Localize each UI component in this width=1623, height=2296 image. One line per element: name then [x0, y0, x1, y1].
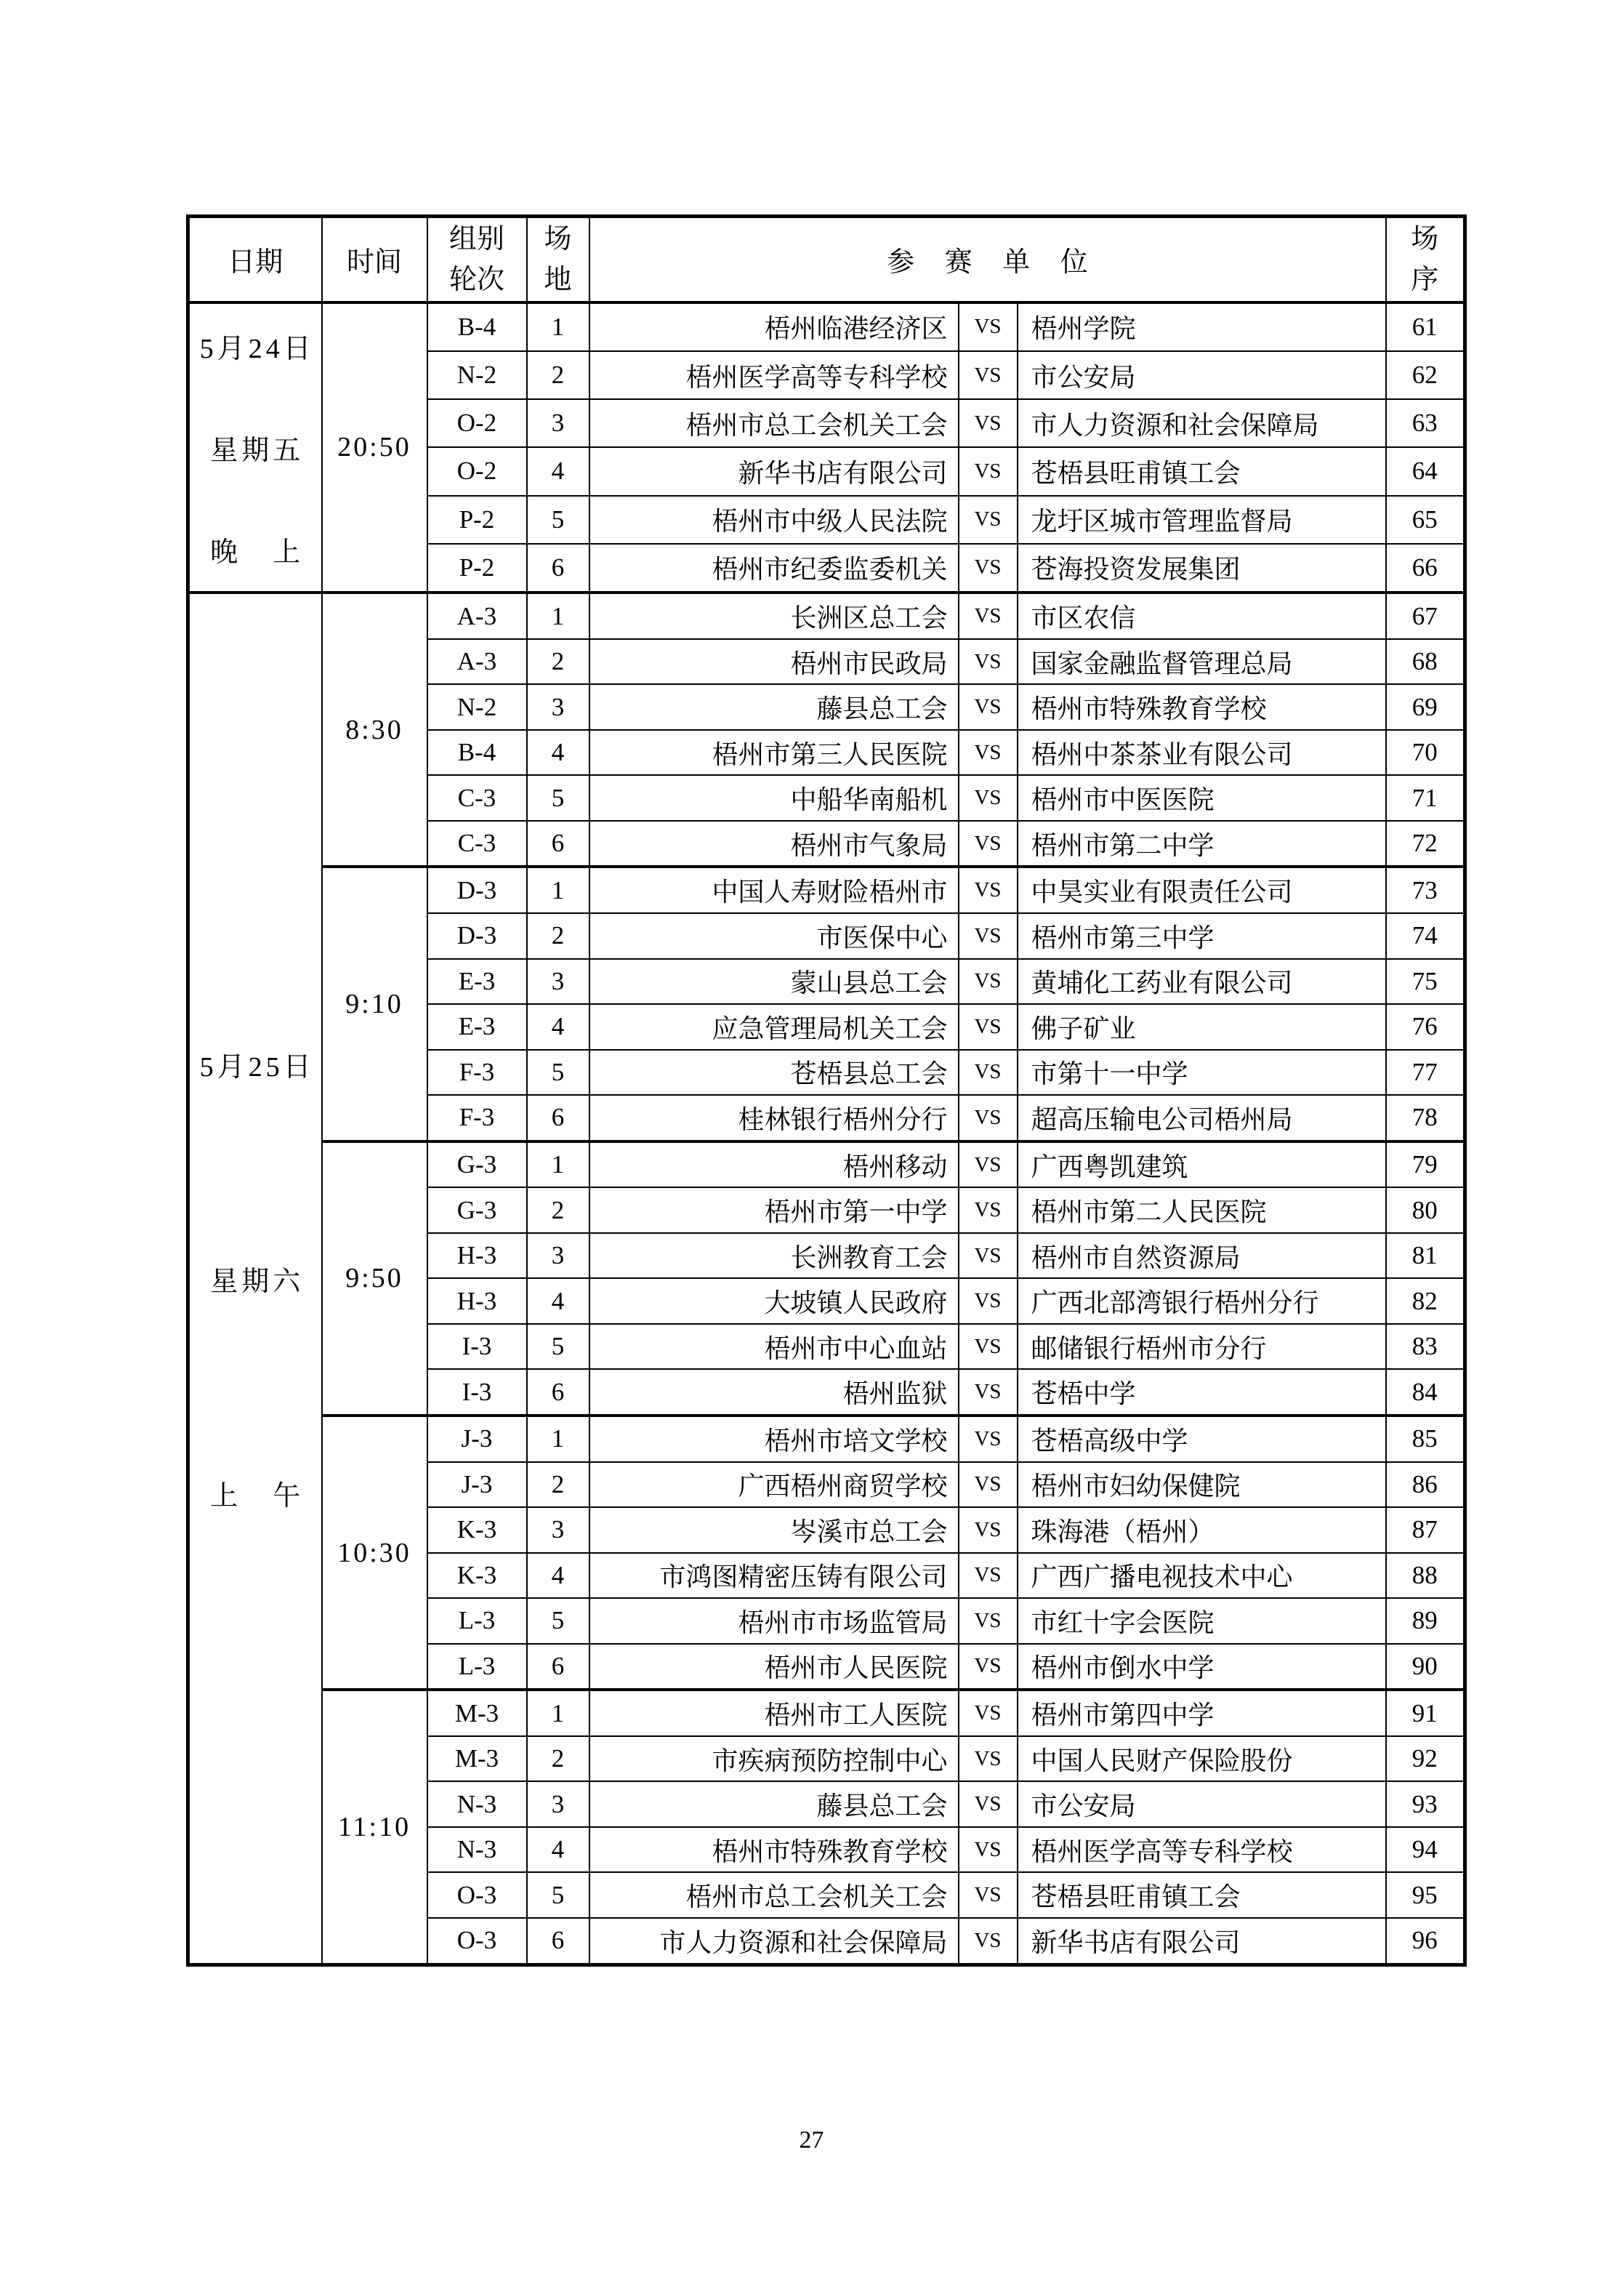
away-team-cell: 梧州市第二中学 [1018, 821, 1386, 867]
table-row [188, 1416, 1465, 1462]
home-team-cell: 梧州医学高等专科学校 [589, 351, 959, 399]
home-team-cell: 梧州市人民医院 [589, 1644, 959, 1690]
header-group-line1: 组别 [448, 223, 504, 254]
seq-cell: 67 [1386, 593, 1465, 639]
seq-cell: 65 [1386, 496, 1465, 544]
group-cell: D-3 [427, 913, 527, 958]
home-team-cell: 中船华南船机 [589, 775, 959, 820]
seq-cell: 86 [1386, 1462, 1465, 1507]
vs-label: VS [959, 959, 1018, 1004]
court-cell: 2 [527, 351, 589, 399]
home-team-cell: 市鸿图精密压铸有限公司 [589, 1553, 959, 1598]
seq-cell: 69 [1386, 684, 1465, 729]
home-team-cell: 广西梧州商贸学校 [589, 1462, 959, 1507]
court-cell: 6 [527, 1918, 589, 1965]
court-cell: 4 [527, 1004, 589, 1049]
group-cell: L-3 [427, 1644, 527, 1690]
away-team-cell: 梧州学院 [1018, 302, 1386, 351]
away-team-cell: 梧州市第三中学 [1018, 913, 1386, 958]
home-team-cell: 梧州市总工会机关工会 [589, 1872, 959, 1917]
group-cell: F-3 [427, 1050, 527, 1095]
group-cell: C-3 [427, 775, 527, 820]
seq-cell: 64 [1386, 447, 1465, 495]
seq-cell: 62 [1386, 351, 1465, 399]
weekday-line: 星期五 [210, 435, 305, 466]
weekday-line: 星期六 [210, 1267, 305, 1298]
seq-cell: 96 [1386, 1918, 1465, 1965]
court-cell: 3 [527, 1781, 589, 1826]
home-team-cell: 梧州市特殊教育学校 [589, 1827, 959, 1872]
group-cell: B-4 [427, 302, 527, 351]
time-cell: 9:50 [322, 1141, 427, 1416]
group-cell: K-3 [427, 1507, 527, 1552]
home-team-cell: 桂林银行梧州分行 [589, 1095, 959, 1141]
home-team-cell: 梧州市市场监管局 [589, 1598, 959, 1643]
header-date: 日期 [188, 217, 322, 302]
vs-label: VS [959, 1050, 1018, 1095]
group-cell: C-3 [427, 821, 527, 867]
court-cell: 5 [527, 1050, 589, 1095]
vs-label: VS [959, 1278, 1018, 1323]
away-team-cell: 市区农信 [1018, 593, 1386, 639]
seq-cell: 89 [1386, 1598, 1465, 1643]
header-seq-line2: 序 [1411, 264, 1439, 295]
vs-label: VS [959, 775, 1018, 820]
home-team-cell: 中国人寿财险梧州市 [589, 867, 959, 913]
table-row [188, 1690, 1465, 1736]
court-cell: 2 [527, 913, 589, 958]
seq-cell: 90 [1386, 1644, 1465, 1690]
seq-cell: 63 [1386, 399, 1465, 447]
group-cell: J-3 [427, 1462, 527, 1507]
away-team-cell: 梧州医学高等专科学校 [1018, 1827, 1386, 1872]
group-cell: O-3 [427, 1918, 527, 1965]
vs-label: VS [959, 1416, 1018, 1462]
seq-cell: 77 [1386, 1050, 1465, 1095]
away-team-cell: 苍海投资发展集团 [1018, 544, 1386, 593]
seq-cell: 92 [1386, 1736, 1465, 1781]
vs-label: VS [959, 1781, 1018, 1826]
court-cell: 6 [527, 1369, 589, 1416]
away-team-cell: 梧州市自然资源局 [1018, 1233, 1386, 1278]
date-line: 5月25日 [199, 1052, 315, 1083]
group-cell: O-3 [427, 1872, 527, 1917]
home-team-cell: 应急管理局机关工会 [589, 1004, 959, 1049]
vs-label: VS [959, 1918, 1018, 1965]
court-cell: 5 [527, 1598, 589, 1643]
seq-cell: 75 [1386, 959, 1465, 1004]
group-cell: J-3 [427, 1416, 527, 1462]
group-cell: N-3 [427, 1781, 527, 1826]
court-cell: 6 [527, 821, 589, 867]
vs-label: VS [959, 1324, 1018, 1369]
court-cell: 2 [527, 1462, 589, 1507]
away-team-cell: 市公安局 [1018, 1781, 1386, 1826]
seq-cell: 85 [1386, 1416, 1465, 1462]
vs-label: VS [959, 496, 1018, 544]
seq-cell: 93 [1386, 1781, 1465, 1826]
seq-cell: 71 [1386, 775, 1465, 820]
header-court [527, 217, 589, 302]
time-cell: 20:50 [322, 302, 427, 593]
vs-label: VS [959, 639, 1018, 684]
group-cell: E-3 [427, 1004, 527, 1049]
table-row [188, 302, 1465, 351]
vs-label: VS [959, 1690, 1018, 1736]
group-cell: E-3 [427, 959, 527, 1004]
court-cell: 2 [527, 1736, 589, 1781]
away-team-cell: 苍梧高级中学 [1018, 1416, 1386, 1462]
seq-cell: 70 [1386, 730, 1465, 775]
group-cell: F-3 [427, 1095, 527, 1141]
home-team-cell: 蒙山县总工会 [589, 959, 959, 1004]
court-cell: 1 [527, 867, 589, 913]
home-team-cell: 梧州市中级人民法院 [589, 496, 959, 544]
date-cell [188, 302, 322, 593]
court-cell: 1 [527, 302, 589, 351]
group-cell: G-3 [427, 1187, 527, 1232]
vs-label: VS [959, 867, 1018, 913]
seq-cell: 91 [1386, 1690, 1465, 1736]
court-cell: 3 [527, 399, 589, 447]
home-team-cell: 梧州市中心血站 [589, 1324, 959, 1369]
away-team-cell: 梧州市特殊教育学校 [1018, 684, 1386, 729]
time-cell: 8:30 [322, 593, 427, 867]
home-team-cell: 藤县总工会 [589, 1781, 959, 1826]
away-team-cell: 黄埔化工药业有限公司 [1018, 959, 1386, 1004]
home-team-cell: 梧州市民政局 [589, 639, 959, 684]
home-team-cell: 藤县总工会 [589, 684, 959, 729]
page-number: 27 [799, 2127, 824, 2153]
vs-label: VS [959, 399, 1018, 447]
away-team-cell: 市公安局 [1018, 351, 1386, 399]
group-cell: L-3 [427, 1598, 527, 1643]
seq-cell: 78 [1386, 1095, 1465, 1141]
group-cell: D-3 [427, 867, 527, 913]
court-cell: 5 [527, 496, 589, 544]
group-cell: I-3 [427, 1324, 527, 1369]
group-cell: M-3 [427, 1690, 527, 1736]
home-team-cell: 长洲区总工会 [589, 593, 959, 639]
group-cell: B-4 [427, 730, 527, 775]
vs-label: VS [959, 1644, 1018, 1690]
vs-label: VS [959, 1553, 1018, 1598]
group-cell: N-2 [427, 351, 527, 399]
home-team-cell: 长洲教育工会 [589, 1233, 959, 1278]
away-team-cell: 梧州市第二人民医院 [1018, 1187, 1386, 1232]
header-court-line2: 地 [544, 264, 572, 295]
vs-label: VS [959, 1736, 1018, 1781]
seq-cell: 87 [1386, 1507, 1465, 1552]
away-team-cell: 苍梧县旺甫镇工会 [1018, 1872, 1386, 1917]
court-cell: 2 [527, 639, 589, 684]
home-team-cell: 梧州市第一中学 [589, 1187, 959, 1232]
court-cell: 3 [527, 684, 589, 729]
vs-label: VS [959, 351, 1018, 399]
away-team-cell: 中国人民财产保险股份 [1018, 1736, 1386, 1781]
vs-label: VS [959, 730, 1018, 775]
away-team-cell: 国家金融监督管理总局 [1018, 639, 1386, 684]
seq-cell: 66 [1386, 544, 1465, 593]
court-cell: 6 [527, 1095, 589, 1141]
vs-label: VS [959, 1004, 1018, 1049]
away-team-cell: 梧州市中医医院 [1018, 775, 1386, 820]
vs-label: VS [959, 1507, 1018, 1552]
vs-label: VS [959, 821, 1018, 867]
away-team-cell: 梧州市倒水中学 [1018, 1644, 1386, 1690]
daypart-line: 晚 上 [210, 537, 305, 568]
home-team-cell: 市疾病预防控制中心 [589, 1736, 959, 1781]
away-team-cell: 新华书店有限公司 [1018, 1918, 1386, 1965]
vs-label: VS [959, 1187, 1018, 1232]
home-team-cell: 苍梧县总工会 [589, 1050, 959, 1095]
time-cell: 11:10 [322, 1690, 427, 1964]
court-cell: 5 [527, 1324, 589, 1369]
vs-label: VS [959, 544, 1018, 593]
group-cell: K-3 [427, 1553, 527, 1598]
home-team-cell: 市人力资源和社会保障局 [589, 1918, 959, 1965]
seq-cell: 88 [1386, 1553, 1465, 1598]
away-team-cell: 梧州市第四中学 [1018, 1690, 1386, 1736]
away-team-cell: 梧州中茶茶业有限公司 [1018, 730, 1386, 775]
court-cell: 4 [527, 447, 589, 495]
court-cell: 4 [527, 1553, 589, 1598]
seq-cell: 68 [1386, 639, 1465, 684]
away-team-cell: 梧州市妇幼保健院 [1018, 1462, 1386, 1507]
court-cell: 1 [527, 1690, 589, 1736]
group-cell: N-3 [427, 1827, 527, 1872]
court-cell: 2 [527, 1187, 589, 1232]
court-cell: 1 [527, 1416, 589, 1462]
home-team-cell: 市医保中心 [589, 913, 959, 958]
away-team-cell: 龙圩区城市管理监督局 [1018, 496, 1386, 544]
header-seq-line1: 场 [1411, 223, 1439, 254]
seq-cell: 76 [1386, 1004, 1465, 1049]
vs-label: VS [959, 1462, 1018, 1507]
court-cell: 4 [527, 1278, 589, 1323]
seq-cell: 73 [1386, 867, 1465, 913]
header-seq [1386, 217, 1465, 302]
vs-label: VS [959, 684, 1018, 729]
seq-cell: 94 [1386, 1827, 1465, 1872]
daypart-line: 上 午 [210, 1481, 305, 1512]
away-team-cell: 苍梧中学 [1018, 1369, 1386, 1416]
home-team-cell: 梧州市工人医院 [589, 1690, 959, 1736]
away-team-cell: 佛子矿业 [1018, 1004, 1386, 1049]
home-team-cell: 梧州监狱 [589, 1369, 959, 1416]
court-cell: 5 [527, 775, 589, 820]
home-team-cell: 梧州市纪委监委机关 [589, 544, 959, 593]
vs-label: VS [959, 447, 1018, 495]
court-cell: 6 [527, 544, 589, 593]
group-cell: I-3 [427, 1369, 527, 1416]
group-cell: H-3 [427, 1233, 527, 1278]
group-cell: A-3 [427, 593, 527, 639]
group-cell: N-2 [427, 684, 527, 729]
header-group-line2: 轮次 [448, 264, 504, 295]
home-team-cell: 梧州市第三人民医院 [589, 730, 959, 775]
table-row [188, 1141, 1465, 1188]
away-team-cell: 广西广播电视技术中心 [1018, 1553, 1386, 1598]
time-cell: 9:10 [322, 867, 427, 1141]
home-team-cell: 梧州市培文学校 [589, 1416, 959, 1462]
court-cell: 6 [527, 1644, 589, 1690]
seq-cell: 61 [1386, 302, 1465, 351]
away-team-cell: 市红十字会医院 [1018, 1598, 1386, 1643]
vs-label: VS [959, 1369, 1018, 1416]
away-team-cell: 超高压输电公司梧州局 [1018, 1095, 1386, 1141]
header-time: 时间 [322, 217, 427, 302]
away-team-cell: 苍梧县旺甫镇工会 [1018, 447, 1386, 495]
table-header-row [188, 217, 1465, 302]
seq-cell: 72 [1386, 821, 1465, 867]
seq-cell: 82 [1386, 1278, 1465, 1323]
table-row [188, 593, 1465, 639]
away-team-cell: 珠海港（梧州） [1018, 1507, 1386, 1552]
away-team-cell: 邮储银行梧州市分行 [1018, 1324, 1386, 1369]
group-cell: A-3 [427, 639, 527, 684]
header-teams: 参 赛 单 位 [589, 217, 1386, 302]
group-cell: M-3 [427, 1736, 527, 1781]
schedule-table [186, 214, 1467, 1967]
vs-label: VS [959, 1141, 1018, 1188]
seq-cell: 84 [1386, 1369, 1465, 1416]
court-cell: 1 [527, 593, 589, 639]
away-team-cell: 市人力资源和社会保障局 [1018, 399, 1386, 447]
group-cell: O-2 [427, 447, 527, 495]
vs-label: VS [959, 302, 1018, 351]
vs-label: VS [959, 913, 1018, 958]
court-cell: 3 [527, 959, 589, 1004]
vs-label: VS [959, 1095, 1018, 1141]
group-cell: P-2 [427, 496, 527, 544]
away-team-cell: 广西粤凯建筑 [1018, 1141, 1386, 1188]
time-cell: 10:30 [322, 1416, 427, 1690]
vs-label: VS [959, 1233, 1018, 1278]
court-cell: 5 [527, 1872, 589, 1917]
vs-label: VS [959, 593, 1018, 639]
seq-cell: 95 [1386, 1872, 1465, 1917]
group-cell: O-2 [427, 399, 527, 447]
group-cell: P-2 [427, 544, 527, 593]
away-team-cell: 市第十一中学 [1018, 1050, 1386, 1095]
away-team-cell: 中昊实业有限责任公司 [1018, 867, 1386, 913]
home-team-cell: 岑溪市总工会 [589, 1507, 959, 1552]
seq-cell: 83 [1386, 1324, 1465, 1369]
vs-label: VS [959, 1827, 1018, 1872]
vs-label: VS [959, 1872, 1018, 1917]
header-court-line1: 场 [544, 223, 572, 254]
court-cell: 4 [527, 1827, 589, 1872]
home-team-cell: 梧州临港经济区 [589, 302, 959, 351]
home-team-cell: 新华书店有限公司 [589, 447, 959, 495]
date-cell [188, 593, 322, 1964]
court-cell: 3 [527, 1507, 589, 1552]
home-team-cell: 梧州移动 [589, 1141, 959, 1188]
table-row [188, 867, 1465, 913]
seq-cell: 80 [1386, 1187, 1465, 1232]
court-cell: 4 [527, 730, 589, 775]
vs-label: VS [959, 1598, 1018, 1643]
home-team-cell: 梧州市总工会机关工会 [589, 399, 959, 447]
home-team-cell: 大坡镇人民政府 [589, 1278, 959, 1323]
home-team-cell: 梧州市气象局 [589, 821, 959, 867]
date-line: 5月24日 [199, 333, 315, 364]
seq-cell: 81 [1386, 1233, 1465, 1278]
court-cell: 3 [527, 1233, 589, 1278]
seq-cell: 79 [1386, 1141, 1465, 1188]
header-group-round [427, 217, 527, 302]
group-cell: G-3 [427, 1141, 527, 1188]
group-cell: H-3 [427, 1278, 527, 1323]
seq-cell: 74 [1386, 913, 1465, 958]
away-team-cell: 广西北部湾银行梧州分行 [1018, 1278, 1386, 1323]
court-cell: 1 [527, 1141, 589, 1188]
